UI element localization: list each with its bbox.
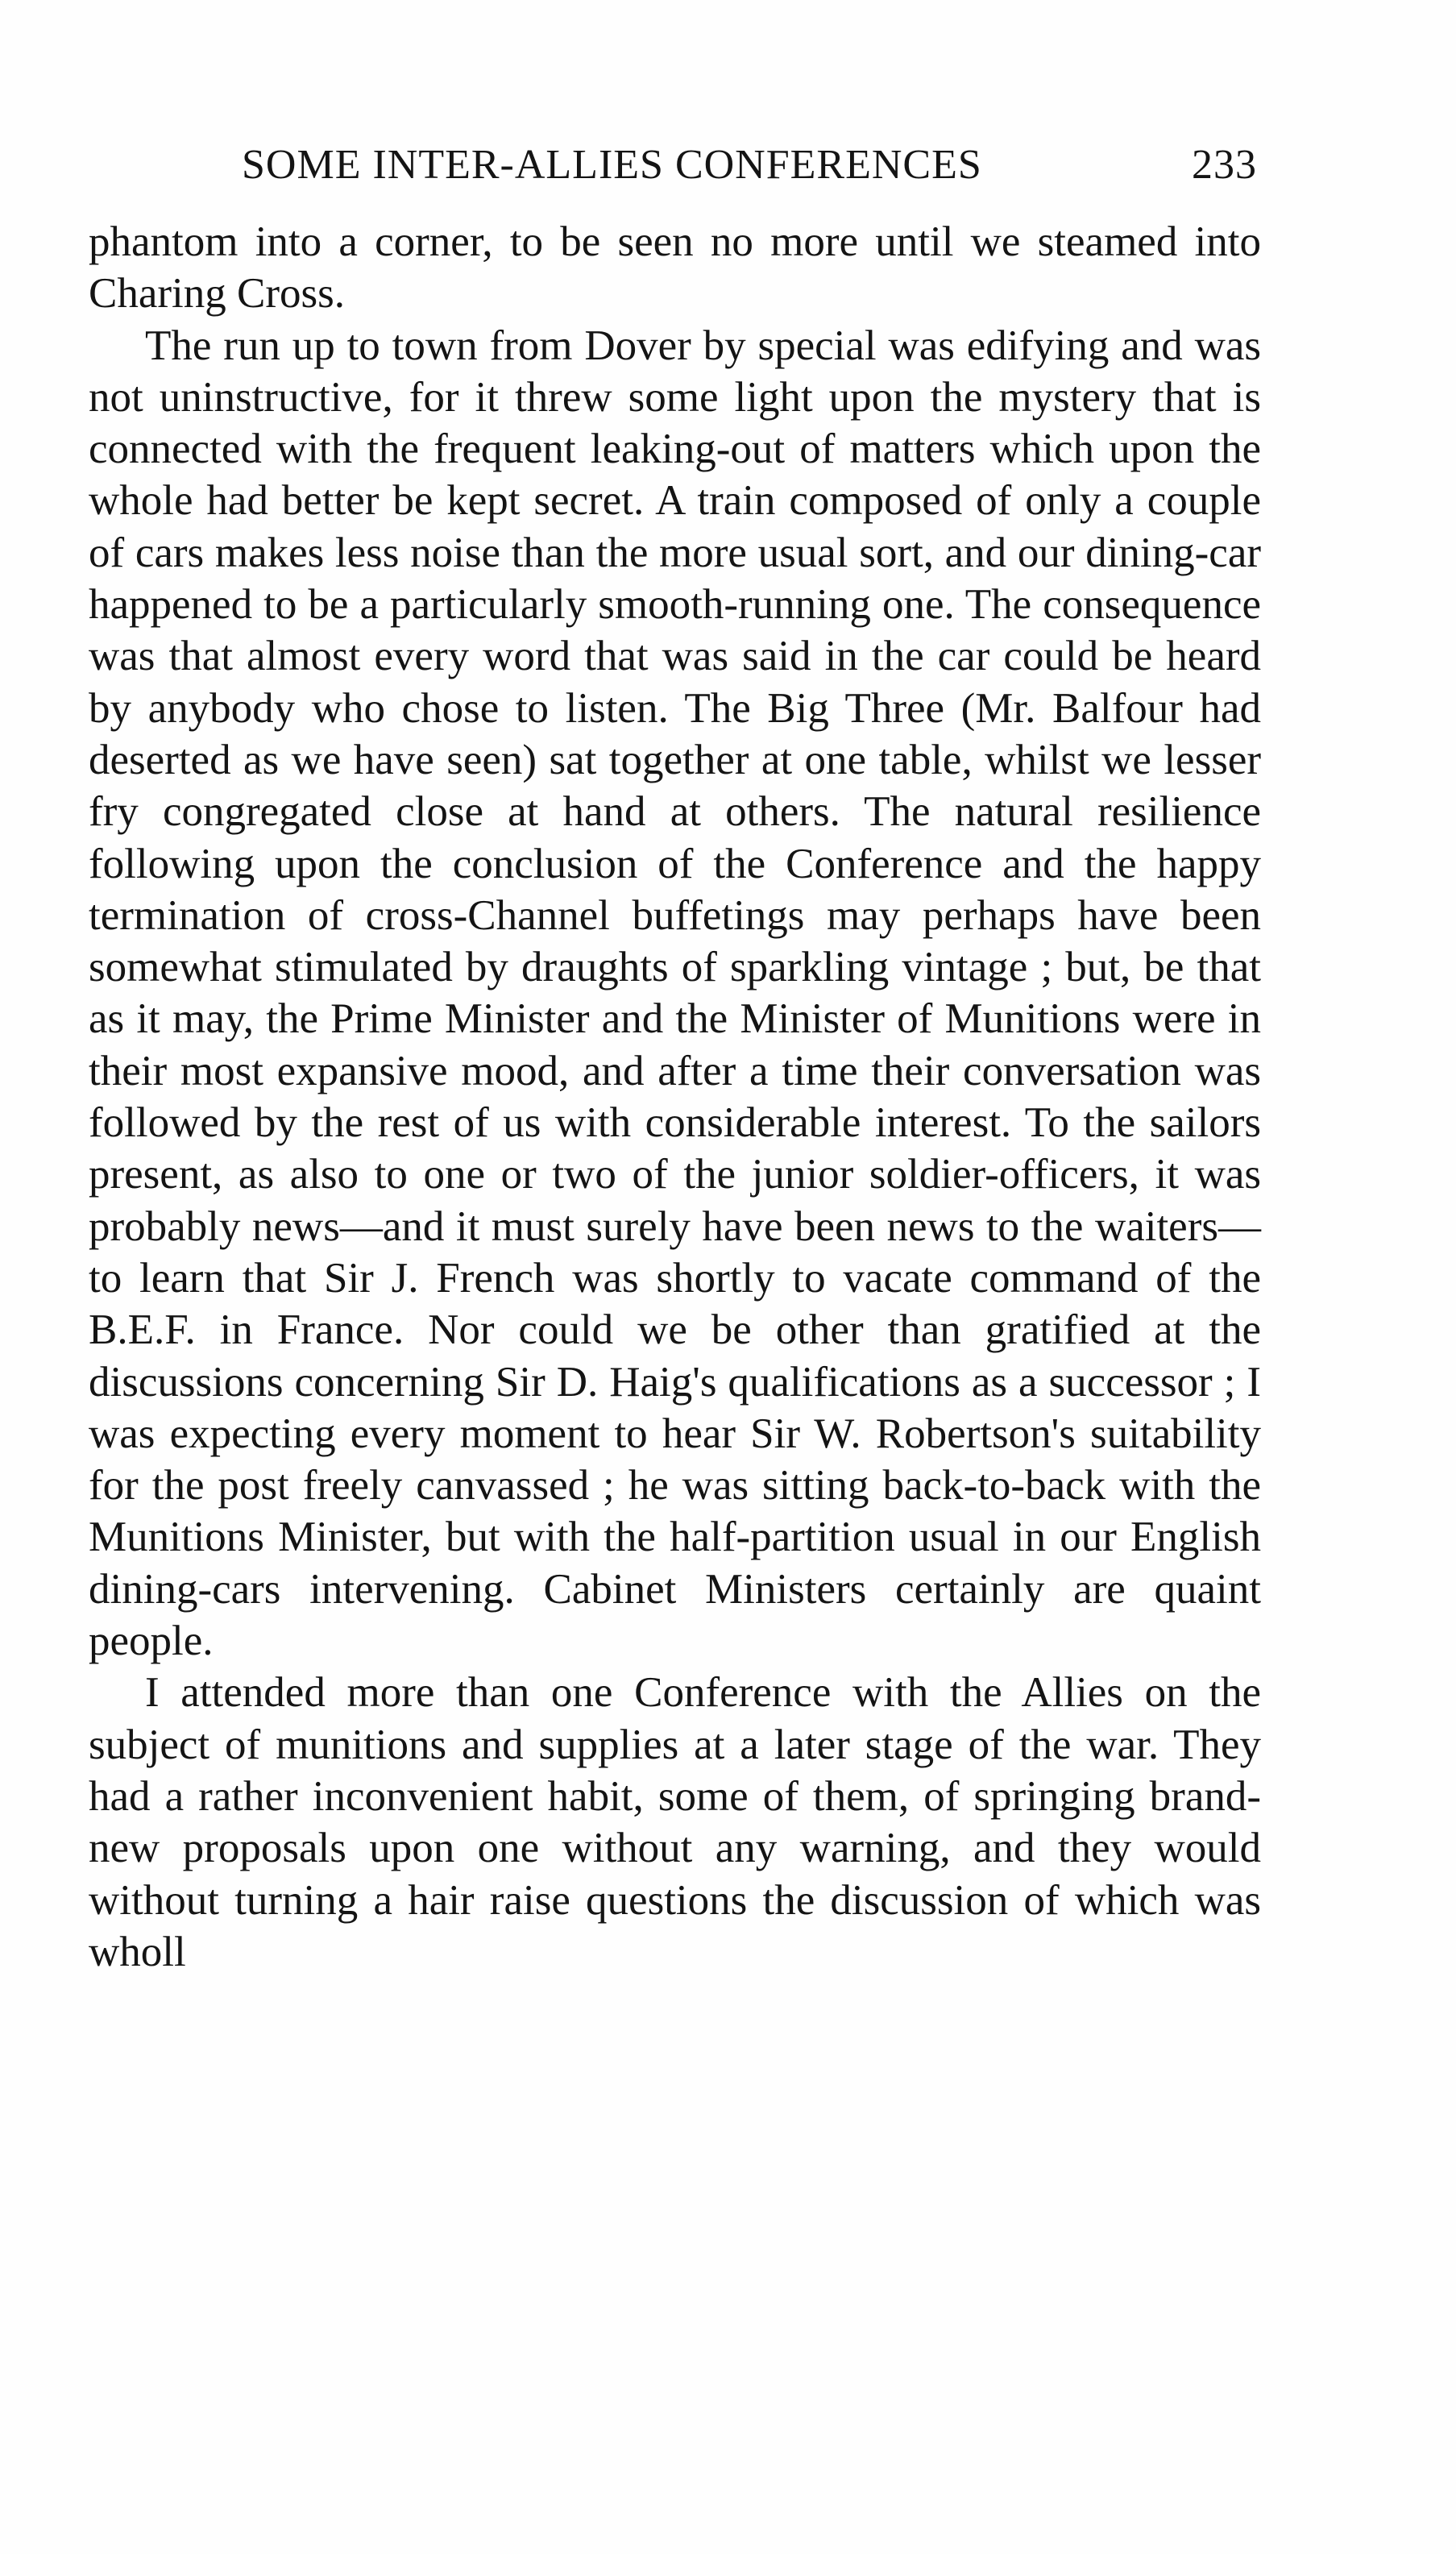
paragraph-later-conferences: I attended more than one Conference with the Allies on the subject of munitions and supplies at a later stage of the war. They had a rather inconvenient habit, some of them, of springing brand-new proposals upon one without any warning, and they would without turning a hair raise questions the discussion of which was wholl: [89, 1669, 1261, 1975]
page-number: 233: [1192, 142, 1257, 188]
body-text: [89, 216, 1261, 1978]
running-head: [242, 133, 1257, 197]
running-title: SOME INTER-ALLIES CONFERENCES: [242, 142, 982, 188]
paragraph-dover-train: The run up to town from Dover by special was edifying and was not uninstructive, for it threw some light upon the mystery that is connected with the frequent leaking-out of matters which upon the whole had better be kept secret. A train composed of only a couple of cars makes less noise than the more usual sort, and our dining-car happened to be a particularly smooth-running one. The consequence was that almost every word that was said in the car could be heard by anybody who chose to listen. The Big Three (Mr. Balfour had deserted as we have seen) sat together at one table, whilst we lesser fry congregated close at hand at others. The natural resilience following upon the conclusion of the Conference and the happy termination of cross-Channel buffetings may perhaps have been somewhat stimulated by draughts of sparkling vintage ; but, be that as it may, the Prime Minister and the Minister of Munitions were in their most expansive mood, and after a time their conversation was followed by the rest of us with considerable interest. To the sailors present, as also to one or two of the junior soldier-officers, it was probably news—and it must surely have been news to the waiters—to learn that Sir J. French was shortly to vacate command of the B.E.F. in France. Nor could we be other than gratified at the discussions concerning Sir D. Haig's qualifications as a successor ; I was expecting every moment to hear Sir W. Robertson's suitability for the post freely canvassed ; he was sitting back-to-back with the Munitions Minister, but with the half-partition usual in our English dining-cars intervening. Cabinet Ministers certainly are quaint people.: [89, 322, 1261, 1665]
paragraph-continued: phantom into a corner, to be seen no more until we steamed into Charing Cross.: [89, 218, 1261, 318]
